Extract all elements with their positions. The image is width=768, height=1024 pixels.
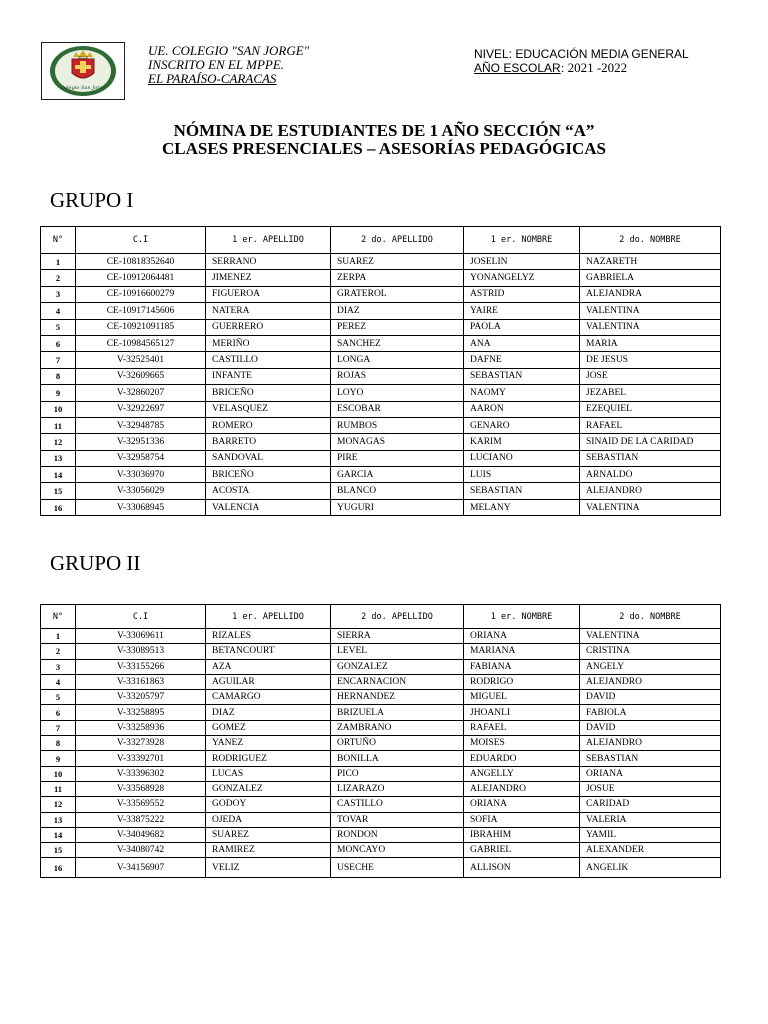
table-row <box>41 720 721 735</box>
table-cell: V-33258936 <box>76 720 206 735</box>
table-cell: VALENTINA <box>580 499 721 515</box>
column-header: C.I <box>76 605 206 629</box>
table-cell: ORIANA <box>464 629 580 644</box>
table-cell: V-32948785 <box>76 417 206 433</box>
table-cell: ALEJANDRO <box>580 483 721 499</box>
column-header: C.I <box>76 227 206 254</box>
table-cell: 5 <box>41 690 76 705</box>
table-cell: 11 <box>41 417 76 433</box>
table-cell: V-33396302 <box>76 766 206 781</box>
column-header: N° <box>41 227 76 254</box>
table-cell: DIAZ <box>331 303 464 319</box>
table-cell: FABIANA <box>464 659 580 674</box>
table-cell: 4 <box>41 674 76 689</box>
table-row <box>41 270 721 286</box>
table-cell: SANCHEZ <box>331 335 464 351</box>
table-row <box>41 629 721 644</box>
table-cell: OJEDA <box>206 812 331 827</box>
table-cell: V-33089513 <box>76 644 206 659</box>
table-cell: CE-10921091185 <box>76 319 206 335</box>
table-cell: ESCOBAR <box>331 401 464 417</box>
table-cell: SERRANO <box>206 254 331 270</box>
table-row <box>41 674 721 689</box>
table-cell: V-32525401 <box>76 352 206 368</box>
table-cell: JOSELIN <box>464 254 580 270</box>
table-cell: JOSE <box>580 368 721 384</box>
table-cell: NATERA <box>206 303 331 319</box>
school-location: EL PARAÍSO-CARACAS <box>148 71 277 86</box>
table-cell: YAIRE <box>464 303 580 319</box>
table-cell: ASTRID <box>464 286 580 302</box>
table-cell: PEREZ <box>331 319 464 335</box>
table-cell: RAFAEL <box>464 720 580 735</box>
level-info <box>474 47 689 75</box>
school-info <box>148 44 309 86</box>
table-cell: BRIZUELA <box>331 705 464 720</box>
table-cell: PAOLA <box>464 319 580 335</box>
table-cell: 12 <box>41 434 76 450</box>
table-row <box>41 303 721 319</box>
table-header-row <box>41 227 721 254</box>
table-cell: 10 <box>41 401 76 417</box>
table-cell: ALLISON <box>464 858 580 878</box>
table-cell: 16 <box>41 499 76 515</box>
table-row <box>41 368 721 384</box>
table-cell: JEZABEL <box>580 385 721 401</box>
table-row <box>41 781 721 796</box>
column-header: 1 er. NOMBRE <box>464 605 580 629</box>
table-row <box>41 858 721 878</box>
table-cell: V-32958754 <box>76 450 206 466</box>
column-header: 1 er. NOMBRE <box>464 227 580 254</box>
table-cell: NAOMY <box>464 385 580 401</box>
table-cell: LUIS <box>464 467 580 483</box>
table-cell: 15 <box>41 483 76 499</box>
table-cell: V-33161863 <box>76 674 206 689</box>
group-1-table <box>40 226 721 516</box>
table-cell: CE-10917145606 <box>76 303 206 319</box>
table-cell: GOMEZ <box>206 720 331 735</box>
table-row <box>41 766 721 781</box>
table-cell: CE-10984565127 <box>76 335 206 351</box>
table-cell: 7 <box>41 352 76 368</box>
table-cell: YUGURI <box>331 499 464 515</box>
table-cell: ANGELIK <box>580 858 721 878</box>
table-cell: DAVID <box>580 720 721 735</box>
table-cell: MOISES <box>464 736 580 751</box>
table-row <box>41 434 721 450</box>
table-cell: 6 <box>41 335 76 351</box>
table-cell: DAVID <box>580 690 721 705</box>
table-cell: ENCARNACION <box>331 674 464 689</box>
table-row <box>41 736 721 751</box>
table-cell: RIZALES <box>206 629 331 644</box>
table-cell: DE JESUS <box>580 352 721 368</box>
table-cell: ORTUÑO <box>331 736 464 751</box>
table-cell: V-33205797 <box>76 690 206 705</box>
table-cell: ORIANA <box>580 766 721 781</box>
table-cell: GRATEROL <box>331 286 464 302</box>
table-cell: CRISTINA <box>580 644 721 659</box>
table-cell: RUMBOS <box>331 417 464 433</box>
table-cell: 3 <box>41 286 76 302</box>
table-cell: TOVAR <box>331 812 464 827</box>
table-row <box>41 467 721 483</box>
table-cell: 9 <box>41 751 76 766</box>
table-cell: CE-10818352640 <box>76 254 206 270</box>
group-2-table <box>40 604 721 878</box>
table-cell: SOFIA <box>464 812 580 827</box>
table-cell: CE-10912064481 <box>76 270 206 286</box>
table-cell: AARON <box>464 401 580 417</box>
table-cell: V-33569552 <box>76 797 206 812</box>
table-cell: SEBASTIAN <box>464 483 580 499</box>
table-cell: 3 <box>41 659 76 674</box>
table-cell: GARCIA <box>331 467 464 483</box>
table-cell: VALENTINA <box>580 303 721 319</box>
table-cell: ALEXANDER <box>580 843 721 858</box>
table-cell: LUCAS <box>206 766 331 781</box>
school-crest-icon <box>42 43 124 99</box>
table-cell: SUAREZ <box>331 254 464 270</box>
table-cell: 14 <box>41 467 76 483</box>
column-header: 1 er. APELLIDO <box>206 227 331 254</box>
table-cell: ACOSTA <box>206 483 331 499</box>
table-cell: CE-10916600279 <box>76 286 206 302</box>
table-cell: 10 <box>41 766 76 781</box>
table-cell: JIMENEZ <box>206 270 331 286</box>
table-cell: MONCAYO <box>331 843 464 858</box>
table-cell: HERNANDEZ <box>331 690 464 705</box>
table-cell: PIRE <box>331 450 464 466</box>
table-cell: V-34156907 <box>76 858 206 878</box>
table-row <box>41 843 721 858</box>
table-cell: 13 <box>41 450 76 466</box>
table-cell: ANGELLY <box>464 766 580 781</box>
table-cell: 6 <box>41 705 76 720</box>
table-cell: AZA <box>206 659 331 674</box>
table-row <box>41 483 721 499</box>
table-cell: BETANCOURT <box>206 644 331 659</box>
table-row <box>41 705 721 720</box>
table-row <box>41 797 721 812</box>
table-cell: BRICEÑO <box>206 467 331 483</box>
school-year-label: AÑO ESCOLAR <box>474 61 561 75</box>
table-cell: 2 <box>41 644 76 659</box>
table-cell: GODOY <box>206 797 331 812</box>
table-cell: CASTILLO <box>331 797 464 812</box>
table-cell: ANA <box>464 335 580 351</box>
table-cell: 8 <box>41 736 76 751</box>
table-cell: V-32609665 <box>76 368 206 384</box>
table-cell: ORIANA <box>464 797 580 812</box>
column-header: N° <box>41 605 76 629</box>
table-cell: FABIOLA <box>580 705 721 720</box>
column-header: 2 do. NOMBRE <box>580 227 721 254</box>
table-cell: BARRETO <box>206 434 331 450</box>
table-cell: V-33273928 <box>76 736 206 751</box>
table-cell: V-33258895 <box>76 705 206 720</box>
table-cell: V-33875222 <box>76 812 206 827</box>
table-cell: V-33568928 <box>76 781 206 796</box>
table-cell: RODRIGO <box>464 674 580 689</box>
table-cell: AGUILAR <box>206 674 331 689</box>
table-cell: CAMARGO <box>206 690 331 705</box>
table-cell: LUCIANO <box>464 450 580 466</box>
table-cell: V-33069611 <box>76 629 206 644</box>
table-header-row <box>41 605 721 629</box>
table-cell: ZERPA <box>331 270 464 286</box>
table-cell: ALEJANDRO <box>580 736 721 751</box>
table-cell: KARIM <box>464 434 580 450</box>
table-row <box>41 352 721 368</box>
table-cell: CARIDAD <box>580 797 721 812</box>
table-row <box>41 690 721 705</box>
table-row <box>41 450 721 466</box>
table-cell: 5 <box>41 319 76 335</box>
document-title-line2: CLASES PRESENCIALES – ASESORÍAS PEDAGÓGICAS <box>161 139 607 158</box>
table-cell: RODRIGUEZ <box>206 751 331 766</box>
column-header: 2 do. NOMBRE <box>580 605 721 629</box>
table-row <box>41 385 721 401</box>
school-logo <box>41 42 125 100</box>
table-cell: 14 <box>41 827 76 842</box>
table-cell: ROMERO <box>206 417 331 433</box>
table-cell: GONZALEZ <box>331 659 464 674</box>
table-cell: BLANCO <box>331 483 464 499</box>
table-cell: 16 <box>41 858 76 878</box>
table-cell: V-32951336 <box>76 434 206 450</box>
table-cell: V-33036970 <box>76 467 206 483</box>
table-cell: ALEJANDRO <box>464 781 580 796</box>
table-cell: SUAREZ <box>206 827 331 842</box>
table-row <box>41 499 721 515</box>
table-row <box>41 319 721 335</box>
table-cell: SEBASTIAN <box>464 368 580 384</box>
column-header: 2 do. APELLIDO <box>331 605 464 629</box>
table-cell: 15 <box>41 843 76 858</box>
table-cell: V-33155266 <box>76 659 206 674</box>
table-cell: BONILLA <box>331 751 464 766</box>
table-cell: ALEJANDRO <box>580 674 721 689</box>
table-cell: SANDOVAL <box>206 450 331 466</box>
table-cell: YAMIL <box>580 827 721 842</box>
table-cell: V-33392701 <box>76 751 206 766</box>
table-row <box>41 335 721 351</box>
group-1-heading: GRUPO I <box>50 188 134 212</box>
table-cell: VALENTINA <box>580 629 721 644</box>
table-cell: 2 <box>41 270 76 286</box>
table-row <box>41 644 721 659</box>
document-title-line1: NÓMINA DE ESTUDIANTES DE 1 AÑO SECCIÓN “A” <box>173 121 595 140</box>
table-cell: VELIZ <box>206 858 331 878</box>
table-cell: LEVEL <box>331 644 464 659</box>
table-cell: RONDON <box>331 827 464 842</box>
table-cell: NAZARETH <box>580 254 721 270</box>
table-cell: MIGUEL <box>464 690 580 705</box>
table-cell: 1 <box>41 254 76 270</box>
table-cell: USECHE <box>331 858 464 878</box>
table-cell: ZAMBRANO <box>331 720 464 735</box>
table-cell: GENARO <box>464 417 580 433</box>
table-cell: 4 <box>41 303 76 319</box>
table-cell: JOSUE <box>580 781 721 796</box>
table-cell: V-33068945 <box>76 499 206 515</box>
table-cell: INFANTE <box>206 368 331 384</box>
table-cell: MERIÑO <box>206 335 331 351</box>
table-row <box>41 812 721 827</box>
table-cell: SEBASTIAN <box>580 450 721 466</box>
table-cell: EZEQUIEL <box>580 401 721 417</box>
table-row <box>41 659 721 674</box>
table-cell: RAMIREZ <box>206 843 331 858</box>
table-cell: ANGELY <box>580 659 721 674</box>
table-cell: FIGUEROA <box>206 286 331 302</box>
table-cell: MARIANA <box>464 644 580 659</box>
school-year-value: : 2021 -2022 <box>560 60 628 75</box>
table-row <box>41 401 721 417</box>
table-cell: ARNALDO <box>580 467 721 483</box>
table-cell: IBRAHIM <box>464 827 580 842</box>
table-cell: GABRIEL <box>464 843 580 858</box>
column-header: 2 do. APELLIDO <box>331 227 464 254</box>
logo-small-text: UECSJ <box>77 55 89 60</box>
table-row <box>41 751 721 766</box>
table-cell: SIERRA <box>331 629 464 644</box>
table-cell: DAFNE <box>464 352 580 368</box>
table-cell: 11 <box>41 781 76 796</box>
table-cell: 12 <box>41 797 76 812</box>
table-cell: ALEJANDRA <box>580 286 721 302</box>
table-cell: 13 <box>41 812 76 827</box>
table-cell: GABRIELA <box>580 270 721 286</box>
table-cell: 1 <box>41 629 76 644</box>
table-cell: 7 <box>41 720 76 735</box>
school-registration: INSCRITO EN EL MPPE. <box>148 57 285 72</box>
table-cell: LOYO <box>331 385 464 401</box>
table-cell: 9 <box>41 385 76 401</box>
table-cell: RAFAEL <box>580 417 721 433</box>
table-cell: VELASQUEZ <box>206 401 331 417</box>
table-cell: LONGA <box>331 352 464 368</box>
table-cell: YANEZ <box>206 736 331 751</box>
table-cell: CASTILLO <box>206 352 331 368</box>
level-text: NIVEL: EDUCACIÓN MEDIA GENERAL <box>474 47 689 61</box>
table-cell: JHOANLI <box>464 705 580 720</box>
table-row <box>41 827 721 842</box>
table-cell: ROJAS <box>331 368 464 384</box>
table-cell: V-32860207 <box>76 385 206 401</box>
table-cell: MELANY <box>464 499 580 515</box>
table-row <box>41 286 721 302</box>
table-cell: VALENCIA <box>206 499 331 515</box>
table-cell: SEBASTIAN <box>580 751 721 766</box>
group-2-heading: GRUPO II <box>50 551 141 575</box>
table-cell: V-33056029 <box>76 483 206 499</box>
table-cell: V-34080742 <box>76 843 206 858</box>
table-cell: 8 <box>41 368 76 384</box>
logo-name-text: Colegio San Jorge <box>60 85 106 91</box>
school-name: UE. COLEGIO "SAN JORGE" <box>148 43 310 58</box>
table-cell: YONANGELYZ <box>464 270 580 286</box>
table-row <box>41 417 721 433</box>
table-row <box>41 254 721 270</box>
table-cell: SINAID DE LA CARIDAD <box>580 434 721 450</box>
table-cell: GONZALEZ <box>206 781 331 796</box>
table-cell: DIAZ <box>206 705 331 720</box>
school-year <box>474 61 689 75</box>
table-cell: MONAGAS <box>331 434 464 450</box>
table-cell: VALENTINA <box>580 319 721 335</box>
table-cell: MARIA <box>580 335 721 351</box>
table-cell: V-32922697 <box>76 401 206 417</box>
table-cell: PICO <box>331 766 464 781</box>
table-cell: BRICEÑO <box>206 385 331 401</box>
table-cell: LIZARAZO <box>331 781 464 796</box>
table-cell: EDUARDO <box>464 751 580 766</box>
table-cell: V-34049682 <box>76 827 206 842</box>
column-header: 1 er. APELLIDO <box>206 605 331 629</box>
table-cell: VALERIA <box>580 812 721 827</box>
table-cell: GUERRERO <box>206 319 331 335</box>
